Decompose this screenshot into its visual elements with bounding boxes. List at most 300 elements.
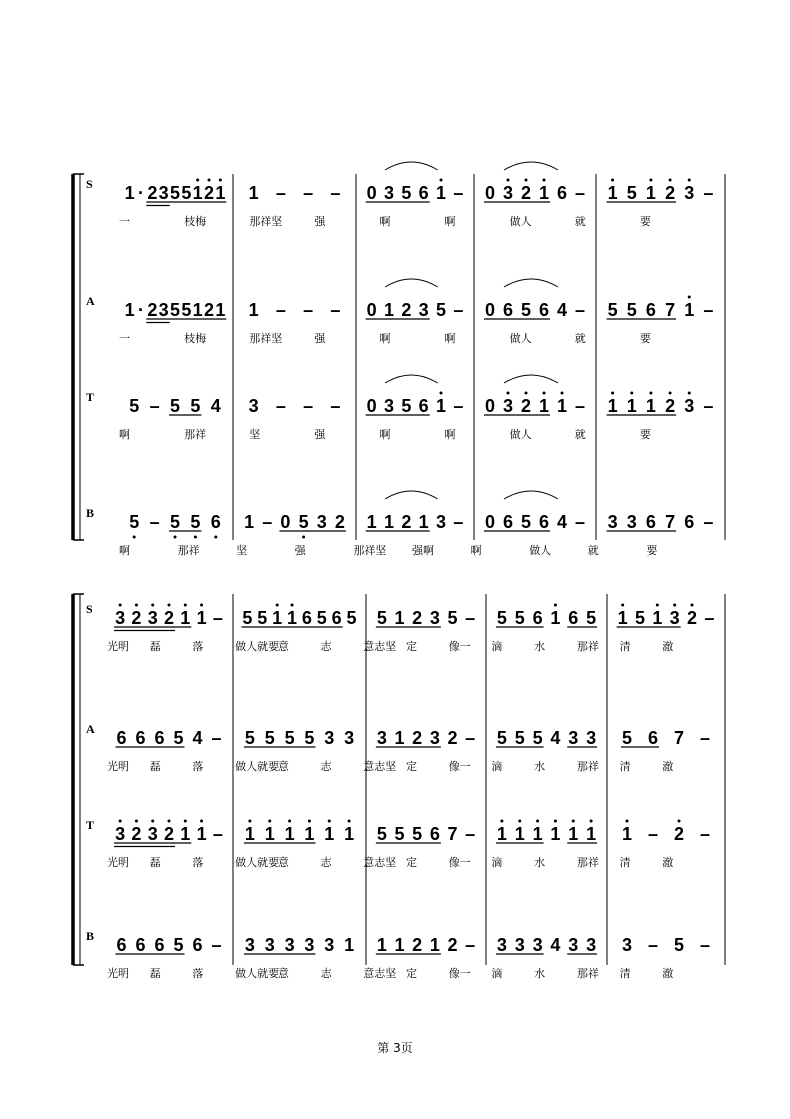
note: 3 (514, 935, 525, 955)
lyric: 澈 (662, 856, 674, 869)
lyric: 那祥坚 (353, 544, 387, 557)
measure (244, 728, 354, 748)
note: 6 (684, 512, 695, 532)
measure (622, 820, 710, 845)
note: 1 (568, 824, 579, 844)
measure (129, 396, 221, 416)
lyric: 澈 (662, 760, 674, 773)
note: 5 (169, 396, 181, 416)
note: 5 (169, 512, 181, 532)
lyric: 志 (320, 967, 332, 980)
lyric: 做人就要 (235, 967, 280, 980)
note: 6 (135, 935, 146, 955)
octave-dot-high (626, 820, 629, 823)
note: 3 (376, 728, 387, 748)
lyric: 啊 (379, 215, 391, 228)
octave-dot-high (200, 604, 203, 607)
note: – (574, 300, 586, 320)
note: 5 (298, 512, 309, 532)
note: 3 (626, 512, 637, 532)
note: 1 (244, 512, 255, 532)
note: 3 (621, 935, 633, 955)
note: 5 (673, 935, 685, 955)
note: 1 (607, 396, 618, 416)
note: 2 (131, 608, 142, 628)
lyric: 要 (639, 428, 651, 441)
note: – (212, 608, 223, 628)
note: 6 (192, 935, 203, 955)
note: 2 (131, 824, 142, 844)
slur (385, 491, 438, 499)
lyric: 做人就要 (235, 760, 280, 773)
note: 5 (626, 183, 637, 203)
note: 2 (673, 824, 685, 844)
note: 3 (115, 824, 126, 844)
note: 1 (394, 728, 405, 748)
part-s (86, 602, 714, 653)
note: 3 (586, 935, 597, 955)
note: 5 (520, 300, 532, 320)
measure (376, 824, 475, 844)
note: 6 (154, 935, 165, 955)
octave-dot-high (219, 179, 222, 182)
octave-dot-high (554, 820, 557, 823)
note: 3 (284, 935, 295, 955)
note: 6 (429, 824, 440, 844)
slur (385, 279, 438, 287)
note: 6 (301, 608, 312, 628)
lyric: 磊 (149, 856, 161, 869)
measure (607, 179, 714, 204)
measure (621, 728, 710, 748)
octave-dot-high (621, 604, 624, 607)
note: 1 (532, 824, 543, 844)
lyric: 意志坚 (363, 856, 397, 869)
note: 3 (324, 728, 335, 748)
lyric: 坚 (236, 544, 248, 557)
note: 1 (418, 512, 429, 532)
octave-dot-high (611, 392, 614, 395)
measure (241, 604, 356, 629)
octave-dot-high (135, 604, 138, 607)
note: 1 (652, 608, 663, 628)
octave-dot-high (268, 820, 271, 823)
note: 1 (383, 300, 395, 320)
note: – (453, 183, 464, 203)
note: 3 (532, 935, 543, 955)
note: 3 (607, 512, 618, 532)
note: 5 (514, 728, 525, 748)
octave-dot-high (649, 179, 652, 182)
part-label: B (86, 929, 95, 943)
measure (366, 375, 464, 416)
note: 4 (556, 300, 568, 320)
lyric: 水 (534, 760, 546, 773)
measure (249, 300, 341, 320)
measure (484, 279, 585, 320)
note: 1 (248, 183, 259, 203)
lyric: 就 (587, 544, 599, 557)
note: – (262, 512, 273, 532)
note: – (303, 183, 314, 203)
octave-dot-low (302, 536, 305, 539)
note: 5 (316, 608, 327, 628)
note: 1 (617, 608, 628, 628)
note: – (465, 728, 476, 748)
lyric: 那祥 (576, 856, 599, 869)
note: 2 (163, 608, 175, 628)
note: 1 (272, 608, 283, 628)
note: 1 (607, 183, 618, 203)
note: – (465, 935, 476, 955)
note: 1 (514, 824, 525, 844)
note: – (703, 183, 714, 203)
note: 2 (665, 396, 676, 416)
lyric: 落 (192, 640, 204, 653)
octave-dot-high (630, 392, 633, 395)
note: 5 (626, 300, 637, 320)
note: 2 (203, 300, 215, 320)
note: 1 (264, 824, 275, 844)
lyric: 那祥 (184, 428, 207, 441)
note: – (647, 935, 659, 955)
lyric: 磊 (149, 640, 161, 653)
octave-dot-high (691, 604, 694, 607)
note: 1 (626, 396, 637, 416)
measure (376, 728, 475, 748)
octave-dot-high (440, 179, 443, 182)
note: 1 (435, 183, 447, 203)
note: 1 (192, 183, 203, 203)
note: 4 (550, 728, 561, 748)
note: 2 (147, 300, 158, 320)
note: 1 (383, 512, 395, 532)
octave-dot-high (348, 820, 351, 823)
lyric: 落 (192, 856, 204, 869)
note: 5 (401, 183, 412, 203)
note: 4 (192, 728, 203, 748)
octave-dot-high (536, 820, 539, 823)
note: 3 (684, 396, 695, 416)
note: 3 (568, 935, 579, 955)
note: 2 (686, 608, 698, 628)
note: 6 (568, 608, 579, 628)
lyric: 啊 (119, 544, 130, 557)
note: – (212, 824, 223, 844)
note: 1 (556, 396, 568, 416)
octave-dot-high (196, 179, 199, 182)
lyric: 澈 (662, 967, 674, 980)
note: 5 (190, 396, 201, 416)
note: 6 (154, 728, 165, 748)
note: 2 (147, 183, 158, 203)
note: 5 (634, 608, 646, 628)
measure (496, 935, 597, 955)
note: 0 (484, 300, 496, 320)
measure (617, 604, 715, 629)
lyric: 就 (574, 332, 586, 345)
part-label: S (86, 602, 93, 616)
note: – (330, 300, 341, 320)
lyric: 光明 (107, 967, 129, 980)
note: 5 (304, 728, 315, 748)
note: 4 (210, 396, 221, 416)
note: 6 (645, 512, 656, 532)
note: 3 (429, 728, 440, 748)
note: – (703, 512, 714, 532)
note: 1 (394, 608, 405, 628)
note: 6 (116, 728, 127, 748)
note: 7 (447, 824, 458, 844)
octave-dot-high (656, 604, 659, 607)
note: 1 (215, 183, 226, 203)
lyric: 做人 (529, 544, 552, 557)
note: 1 (376, 935, 387, 955)
octave-dot-high (525, 392, 528, 395)
octave-dot-high (688, 296, 691, 299)
note: 1 (124, 183, 135, 203)
measure (116, 935, 222, 955)
note: 1 (287, 608, 298, 628)
note: 3 (684, 183, 695, 203)
octave-dot-high (168, 604, 171, 607)
note: 3 (147, 608, 158, 628)
note: 1 (248, 300, 259, 320)
note: 1 (645, 183, 656, 203)
octave-dot-high (678, 820, 681, 823)
note: – (330, 396, 341, 416)
octave-dot-high (572, 820, 575, 823)
lyric: 啊 (379, 428, 391, 441)
note: 0 (484, 512, 496, 532)
measure (244, 935, 354, 955)
octave-dot-high (669, 392, 672, 395)
octave-dot-high (184, 604, 187, 607)
note: 2 (520, 183, 532, 203)
measure (484, 375, 585, 416)
lyric: 志 (320, 856, 332, 869)
lyric: 做人就要 (235, 640, 280, 653)
note: – (303, 396, 314, 416)
measure (366, 162, 464, 203)
note: 3 (502, 396, 514, 416)
lyric: 滴 (491, 640, 503, 653)
measure (496, 820, 597, 845)
measure (622, 935, 710, 955)
note: 5 (376, 824, 387, 844)
note: 5 (496, 728, 507, 748)
lyric: 强 (314, 332, 326, 345)
note: 3 (324, 935, 335, 955)
note: 5 (621, 728, 633, 748)
octave-dot-high (611, 179, 614, 182)
octave-dot-high (200, 820, 203, 823)
lyric: 强 (294, 544, 306, 557)
note: 3 (502, 183, 514, 203)
note: – (704, 608, 715, 628)
lyric: 那祥 (576, 967, 599, 980)
note: 3 (344, 728, 355, 748)
note: 0 (280, 512, 291, 532)
note: 1 (550, 824, 561, 844)
lyric: 像一 (448, 967, 471, 980)
note: 6 (538, 300, 550, 320)
lyric: 定 (406, 640, 417, 653)
note: – (303, 300, 314, 320)
lyric: 意 (277, 760, 289, 773)
part-label: S (86, 177, 93, 191)
note: 3 (158, 300, 169, 320)
lyric: 枝梅 (184, 215, 207, 228)
lyric: 啊 (444, 332, 456, 345)
page-number: 第 3页 (377, 1041, 413, 1055)
note: 7 (665, 512, 676, 532)
note: 3 (429, 608, 440, 628)
note: 3 (248, 396, 259, 416)
note: – (703, 396, 714, 416)
note: 0 (366, 183, 377, 203)
measure (249, 396, 341, 416)
note: 1 (215, 300, 226, 320)
measure (376, 935, 475, 955)
lyric: 强 (314, 215, 326, 228)
note: – (699, 728, 711, 748)
lyric: 强啊 (412, 544, 434, 557)
measure (114, 604, 223, 631)
octave-dot-high (119, 820, 122, 823)
note: – (465, 824, 476, 844)
lyric: 磊 (149, 760, 161, 773)
note: 6 (645, 300, 656, 320)
note: 1 (550, 608, 561, 628)
octave-dot-high (669, 179, 672, 182)
part-label: A (86, 722, 95, 736)
measure (607, 296, 714, 321)
octave-dot-high (543, 179, 546, 182)
octave-dot-high (561, 392, 564, 395)
lyric: 意志坚 (363, 967, 397, 980)
lyric: 那祥 (177, 544, 200, 557)
lyric: 强 (314, 428, 326, 441)
note: – (699, 824, 711, 844)
lyric: 意 (277, 967, 289, 980)
note: 3 (418, 300, 429, 320)
note: – (211, 728, 222, 748)
note: 6 (502, 512, 514, 532)
lyric: 水 (534, 967, 546, 980)
lyric: 做人 (509, 215, 532, 228)
octave-dot-high (590, 820, 593, 823)
note: 5 (244, 728, 255, 748)
octave-dot-high (688, 179, 691, 182)
lyric: 志 (320, 640, 332, 653)
note: 4 (550, 935, 561, 955)
note: 6 (135, 728, 146, 748)
lyric: 澈 (662, 640, 674, 653)
octave-dot-high (518, 820, 521, 823)
measure (116, 728, 222, 748)
note: 1 (394, 935, 405, 955)
note: 5 (532, 728, 543, 748)
note: 2 (447, 935, 458, 955)
note: 5 (181, 183, 192, 203)
note: 3 (435, 512, 447, 532)
note: 5 (435, 300, 447, 320)
lyric: 定 (406, 760, 417, 773)
note: – (275, 396, 286, 416)
note: 6 (532, 608, 543, 628)
part-label: T (86, 390, 95, 404)
lyric: 像一 (448, 856, 471, 869)
note: 0 (484, 396, 496, 416)
note: 1 (192, 300, 203, 320)
lyric: 那祥 (576, 640, 599, 653)
octave-dot-low (174, 536, 177, 539)
measure (366, 279, 464, 320)
lyric: 磊 (149, 967, 161, 980)
note: 0 (366, 300, 377, 320)
note: 1 (180, 824, 191, 844)
note: 7 (673, 728, 685, 748)
octave-dot-high (554, 604, 557, 607)
note: 1 (538, 183, 550, 203)
note: 7 (665, 300, 676, 320)
note: 5 (346, 608, 357, 628)
octave-dot-high (507, 392, 510, 395)
note: – (647, 824, 659, 844)
lyric: 定 (406, 967, 417, 980)
part-a (86, 722, 710, 773)
octave-dot-high (119, 604, 122, 607)
note: 2 (412, 608, 423, 628)
measure (607, 512, 714, 532)
note: 6 (538, 512, 550, 532)
note: – (149, 396, 160, 416)
note: 6 (331, 608, 342, 628)
lyric: 那祥坚 (249, 215, 283, 228)
note: 5 (257, 608, 268, 628)
note: 2 (447, 728, 458, 748)
octave-dot-high (649, 392, 652, 395)
slur (504, 162, 558, 170)
slur (504, 375, 558, 383)
note: 5 (401, 396, 412, 416)
note: 1 (284, 824, 295, 844)
note: – (703, 300, 714, 320)
note: 5 (173, 728, 184, 748)
octave-dot-high (500, 820, 503, 823)
lyric: 要 (639, 332, 651, 345)
octave-dot-high (248, 820, 251, 823)
part-label: A (86, 294, 95, 308)
note: 1 (196, 608, 207, 628)
lyric: 做人就要 (235, 856, 280, 869)
lyric: 就 (574, 428, 586, 441)
lyric: 定 (406, 856, 417, 869)
measure (376, 608, 475, 628)
measure (114, 820, 223, 847)
lyric: 水 (534, 640, 546, 653)
part-s (86, 162, 713, 228)
note: 5 (129, 396, 140, 416)
note: 3 (669, 608, 680, 628)
part-b (86, 491, 713, 557)
measure (129, 512, 221, 539)
lyric: 水 (534, 856, 546, 869)
note: 6 (418, 183, 429, 203)
note: 5 (394, 824, 405, 844)
note: 5 (169, 300, 181, 320)
